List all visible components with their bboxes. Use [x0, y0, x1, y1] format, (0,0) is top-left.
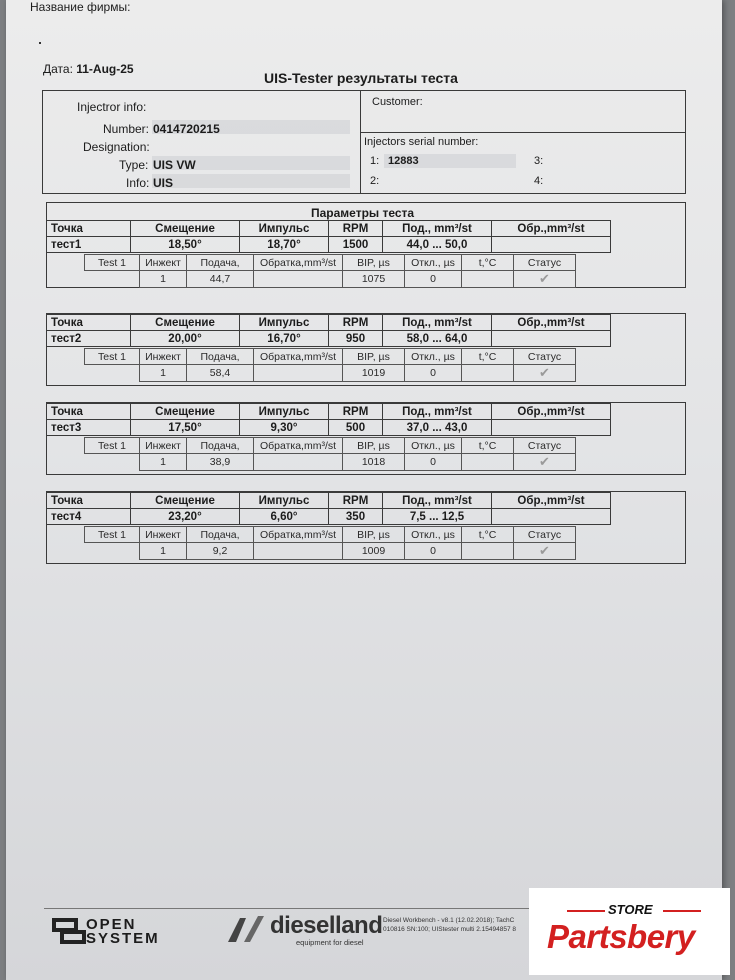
param-header: Смещение [131, 221, 240, 237]
results-table-2 [84, 348, 576, 382]
param-offset: 20,00° [131, 331, 240, 347]
serial-1-label: 1: [370, 155, 380, 167]
param-header: RPM [329, 493, 383, 509]
param-header: Точка [47, 315, 131, 331]
result-injector: 1 [140, 365, 187, 382]
result-header: Статус [514, 438, 576, 454]
customer-divider [360, 132, 686, 133]
result-header: Подача, [187, 349, 254, 365]
result-header: t,°C [462, 438, 514, 454]
param-name: тест4 [47, 509, 131, 525]
speck-mark [39, 42, 41, 44]
info-divider [360, 90, 361, 194]
document-page [6, 0, 722, 980]
param-header: Импульс [240, 404, 329, 420]
param-offset: 18,50° [131, 237, 240, 253]
dieselland-text: dieselland [270, 912, 383, 939]
result-bip: 1075 [343, 271, 405, 288]
date-label: Дата: [43, 62, 73, 76]
status-cell [514, 271, 576, 288]
param-header: Смещение [131, 404, 240, 420]
param-header: RPM [329, 221, 383, 237]
result-dev: 0 [405, 365, 462, 382]
result-delivery: 38,9 [187, 454, 254, 471]
param-rpm: 500 [329, 420, 383, 436]
check-icon: ✔ [539, 454, 550, 469]
result-header: t,°C [462, 527, 514, 543]
param-header: Смещение [131, 493, 240, 509]
params-table-3 [46, 403, 611, 436]
param-header: Обр.,mm³/st [492, 493, 611, 509]
workbench-line-2: 010816 SN:100; UIStester multi 2.15494857 8 [383, 926, 516, 933]
open-system-icon [52, 918, 86, 946]
date-line [43, 62, 134, 76]
result-header: Обратка,mm³/st [254, 438, 343, 454]
result-bip: 1018 [343, 454, 405, 471]
result-delivery: 9,2 [187, 543, 254, 560]
result-header: Инжект [140, 255, 187, 271]
info-field-shade [152, 174, 350, 188]
results-table-3 [84, 437, 576, 471]
open-system-text-1: OPEN [86, 916, 137, 933]
dieselland-tagline: equipment for diesel [296, 938, 364, 947]
result-dev: 0 [405, 271, 462, 288]
result-dev: 0 [405, 454, 462, 471]
result-header: BIP, µs [343, 349, 405, 365]
result-header: Подача, [187, 255, 254, 271]
result-header: BIP, µs [343, 527, 405, 543]
customer-label: Customer: [372, 96, 423, 108]
result-header: BIP, µs [343, 438, 405, 454]
number-value: 0414720215 [153, 122, 220, 136]
result-temp [462, 271, 514, 288]
result-header: Откл., µs [405, 438, 462, 454]
type-label: Type: [119, 158, 149, 172]
param-pulse: 6,60° [240, 509, 329, 525]
result-header: Откл., µs [405, 527, 462, 543]
result-temp [462, 543, 514, 560]
serial-2-label: 2: [370, 175, 380, 187]
param-header: Под., mm³/st [383, 315, 492, 331]
result-temp [462, 365, 514, 382]
result-header: Статус [514, 527, 576, 543]
param-header: Импульс [240, 315, 329, 331]
result-header: Инжект [140, 349, 187, 365]
param-header: Обр.,mm³/st [492, 404, 611, 420]
params-table-1 [46, 220, 611, 253]
result-temp [462, 454, 514, 471]
result-header: Откл., µs [405, 255, 462, 271]
result-injector: 1 [140, 454, 187, 471]
param-header: Точка [47, 221, 131, 237]
info-label: Info: [126, 176, 150, 190]
serial-1-value: 12883 [388, 155, 419, 167]
result-return_val [254, 543, 343, 560]
result-header: Инжект [140, 438, 187, 454]
param-name: тест1 [47, 237, 131, 253]
result-header: Test 1 [85, 349, 140, 365]
badge-brand: Partsbery [547, 918, 695, 955]
param-header: Импульс [240, 493, 329, 509]
param-header: RPM [329, 315, 383, 331]
param-name: тест2 [47, 331, 131, 347]
results-table-4 [84, 526, 576, 560]
result-header: Test 1 [85, 255, 140, 271]
param-range: 37,0 ... 43,0 [383, 420, 492, 436]
result-injector: 1 [140, 271, 187, 288]
param-name: тест3 [47, 420, 131, 436]
date-value: 11-Aug-25 [76, 62, 134, 76]
result-header: t,°C [462, 255, 514, 271]
param-header: Обр.,mm³/st [492, 315, 611, 331]
type-value: UIS VW [153, 158, 196, 172]
param-header: Под., mm³/st [383, 404, 492, 420]
param-range: 44,0 ... 50,0 [383, 237, 492, 253]
param-range: 7,5 ... 12,5 [383, 509, 492, 525]
params-table-2 [46, 314, 611, 347]
param-return [492, 509, 611, 525]
param-rpm: 350 [329, 509, 383, 525]
param-offset: 17,50° [131, 420, 240, 436]
result-empty-cell [85, 365, 140, 382]
result-delivery: 58,4 [187, 365, 254, 382]
param-rpm: 950 [329, 331, 383, 347]
param-offset: 23,20° [131, 509, 240, 525]
serial-4-label: 4: [534, 175, 544, 187]
badge-line-left [567, 910, 605, 912]
designation-label: Designation: [83, 140, 150, 154]
param-header: Под., mm³/st [383, 493, 492, 509]
result-bip: 1019 [343, 365, 405, 382]
result-injector: 1 [140, 543, 187, 560]
params-title: Параметры теста [311, 206, 415, 220]
param-header: Под., mm³/st [383, 221, 492, 237]
badge-line-right [663, 910, 701, 912]
number-label: Number: [103, 122, 150, 136]
result-header: Обратка,mm³/st [254, 349, 343, 365]
check-icon: ✔ [539, 543, 550, 558]
param-return [492, 420, 611, 436]
injector-info-label: Injectror info: [77, 100, 147, 114]
param-header: Импульс [240, 221, 329, 237]
result-header: t,°C [462, 349, 514, 365]
param-pulse: 16,70° [240, 331, 329, 347]
param-header: RPM [329, 404, 383, 420]
dieselland-icon [224, 914, 266, 944]
param-return [492, 331, 611, 347]
result-return_val [254, 271, 343, 288]
param-pulse: 9,30° [240, 420, 329, 436]
result-header: BIP, µs [343, 255, 405, 271]
result-empty-cell [85, 543, 140, 560]
result-dev: 0 [405, 543, 462, 560]
param-range: 58,0 ... 64,0 [383, 331, 492, 347]
workbench-line-1: Diesel Workbench - v8.1 (12.02.2018); TachC [383, 917, 515, 924]
open-system-text-2: SYSTEM [86, 930, 160, 947]
status-cell [514, 543, 576, 560]
param-header: Точка [47, 493, 131, 509]
results-table-1 [84, 254, 576, 288]
result-header: Откл., µs [405, 349, 462, 365]
result-header: Инжект [140, 527, 187, 543]
param-header: Смещение [131, 315, 240, 331]
result-return_val [254, 365, 343, 382]
serial-label: Injectors serial number: [364, 136, 479, 148]
partsbery-badge [529, 888, 730, 975]
param-rpm: 1500 [329, 237, 383, 253]
result-header: Статус [514, 349, 576, 365]
serial-3-label: 3: [534, 155, 544, 167]
result-return_val [254, 454, 343, 471]
result-header: Обратка,mm³/st [254, 255, 343, 271]
result-header: Статус [514, 255, 576, 271]
param-header: Обр.,mm³/st [492, 221, 611, 237]
result-bip: 1009 [343, 543, 405, 560]
result-delivery: 44,7 [187, 271, 254, 288]
result-header: Test 1 [85, 527, 140, 543]
result-empty-cell [85, 271, 140, 288]
info-value: UIS [153, 176, 174, 190]
result-header: Test 1 [85, 438, 140, 454]
status-cell [514, 454, 576, 471]
badge-store: STORE [608, 902, 653, 917]
check-icon: ✔ [539, 365, 550, 380]
param-return [492, 237, 611, 253]
param-pulse: 18,70° [240, 237, 329, 253]
company-label: Название фирмы: [30, 0, 131, 14]
check-icon: ✔ [539, 271, 550, 286]
result-empty-cell [85, 454, 140, 471]
result-header: Обратка,mm³/st [254, 527, 343, 543]
param-header: Точка [47, 404, 131, 420]
result-header: Подача, [187, 438, 254, 454]
result-header: Подача, [187, 527, 254, 543]
status-cell [514, 365, 576, 382]
params-table-4 [46, 492, 611, 525]
page-title: UIS-Tester результаты теста [264, 70, 458, 86]
